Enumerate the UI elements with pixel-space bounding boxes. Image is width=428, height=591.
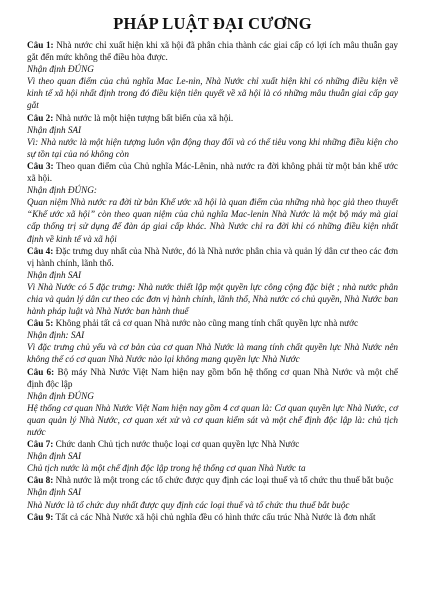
- question-text: [27, 160, 398, 184]
- document-title: PHÁP LUẬT ĐẠI CƯƠNG: [113, 14, 312, 33]
- question-statement: Nhà nước là một trong các tổ chức được quy định các loại thuế và tổ chức thu thuế bắt buộc: [55, 475, 394, 486]
- explanation-text: Vì theo quan điểm của chủ nghĩa Mac Le-nin, Nhà Nước chỉ xuất hiện khi có những điều kiện về kinh tế xã hội nhất định trong đó điều kiện tiên quyết về xã hội là có những mâu thuẫn giai cấp gay gắt: [27, 76, 398, 111]
- question-number: Câu 5:: [27, 318, 54, 329]
- verdict-label: Nhận định: SAI: [27, 330, 85, 341]
- question-text: [27, 39, 398, 63]
- verdict-label: Nhận định SAI: [27, 269, 82, 280]
- question-statement: Bộ máy Nhà Nước Việt Nam hiện nay gồm bốn hệ thống cơ quan Nhà Nước và một chế định độc lập: [27, 366, 398, 389]
- verdict-label: Nhận định SAI: [27, 451, 82, 462]
- verdict-label: Nhận định SAI: [27, 487, 82, 498]
- verdict-label: Nhận định ĐÚNG:: [27, 185, 97, 196]
- question-text: [27, 245, 398, 269]
- question-number: Câu 7:: [27, 439, 54, 450]
- question-statement: Nhà nước chỉ xuất hiện khi xã hội đã phân chia thành các giai cấp có lợi ích mâu thuẫn gay gắt đến mức không thể điều hòa được.: [27, 40, 399, 63]
- question-number: Câu 2:: [27, 112, 54, 123]
- question-list: [27, 39, 398, 523]
- question-number: Câu 3:: [27, 160, 54, 171]
- explanation-text: Vì Nhà Nước có 5 đặc trưng: Nhà nước thiết lập một quyền lực công cộng đặc biệt ; nhà nước phân chia và quản lý dân cư theo các đơn vị hành chính, lãnh thổ, Nhà nước có chủ quyền, Nhà Nước ban hành pháp luật và Nhà Nước ban hành thuế: [27, 281, 398, 317]
- question-statement: Tất cả các Nhà Nước xã hội chủ nghĩa đều có hình thức cấu trúc Nhà Nước là đơn nhất: [55, 511, 376, 522]
- explanation-text: Quan niệm Nhà nước ra đời từ bản Khế ước xã hội là quan điểm của những nhà học giả theo thuyết “Khế ước xã hội” còn theo quan niệm của chủ nghĩa Mac-lenin Nhà Nước là một bộ máy mà giai cấp thống trị sử dụng để đàn áp giai cấp khác. Nhà Nước chỉ ra đời khi có những điều kiện nhất định về kinh tế và xã hội: [27, 197, 398, 244]
- question-text: [27, 474, 398, 486]
- question-text: [27, 317, 398, 329]
- question-number: Câu 4:: [27, 245, 54, 256]
- explanation-text: Nhà Nước là tổ chức duy nhất được quy định các loại thuế và tổ chức thu thuế bắt buộc: [27, 499, 350, 510]
- question-text: [27, 112, 398, 124]
- question-statement: Nhà nước là một hiện tượng bất biến của xã hội.: [55, 112, 234, 123]
- question-number: Câu 8:: [27, 475, 54, 486]
- explanation-text: Vì: Nhà nước là một hiện tượng luôn vận động thay đổi và có thể tiêu vong khi những điều kiện cho sự tồn tại của nó không còn: [27, 136, 398, 159]
- question-text: [27, 366, 398, 390]
- question-text: [27, 438, 398, 450]
- verdict-label: Nhận định ĐÚNG: [27, 64, 94, 75]
- question-statement: Chức danh Chủ tịch nước thuộc loại cơ quan quyền lực Nhà Nước: [55, 439, 300, 450]
- verdict-label: Nhận định SAI: [27, 124, 82, 135]
- question-statement: Theo quan điểm của Chủ nghĩa Mác-Lênin, nhà nước ra đời không phải từ một bản khế ước xã hội.: [27, 160, 398, 184]
- explanation-text: Vì đặc trưng chủ yếu và cơ bản của cơ quan Nhà Nước là mang tính chất quyền lực Nhà Nước nên không thể có cơ quan Nhà Nước nào lại không mang quyền lực Nhà Nước: [27, 342, 398, 365]
- question-number: Câu 6:: [27, 366, 55, 377]
- verdict-label: Nhận định ĐÚNG: [27, 390, 94, 401]
- explanation-text: Chủ tịch nước là một chế định độc lập trong hệ thống cơ quan Nhà Nước ta: [27, 463, 306, 474]
- question-number: Câu 9:: [27, 511, 54, 522]
- question-text: [27, 511, 398, 523]
- question-statement: Đặc trưng duy nhất của Nhà Nước, đó là Nhà nước phân chia và quản lý dân cư theo các đơn vị hành chính, lãnh thổ.: [27, 245, 398, 268]
- explanation-text: Hệ thống cơ quan Nhà Nước Việt Nam hiện nay gồm 4 cơ quan là: Cơ quan quyền lực Nhà Nước, cơ quan quản lý Nhà Nước, cơ quan xét xử và cơ quan kiểm sát và một chế định độc lập là: chủ tịch nước: [27, 402, 398, 437]
- question-statement: Không phải tất cả cơ quan Nhà nước nào cũng mang tính chất quyền lực nhà nước: [55, 318, 359, 329]
- question-number: Câu 1:: [27, 40, 54, 50]
